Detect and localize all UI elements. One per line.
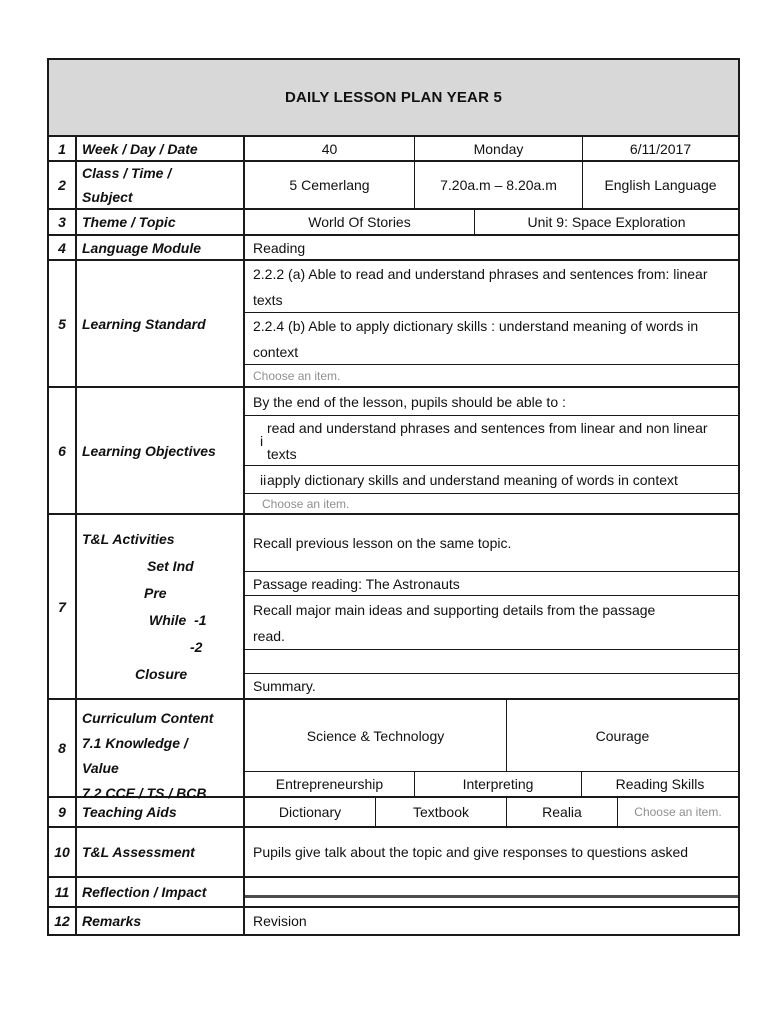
language-module-value: Reading [253,239,306,256]
row-theme-topic [49,210,738,236]
objective-i: read and understand phrases and sentences from linear and non linear texts [267,419,708,462]
reflection-value [245,878,738,906]
row-remarks [49,908,738,934]
time-value: 7.20a.m – 8.20a.m [415,162,583,208]
stage-closure: Closure [135,666,188,682]
row-number: 4 [49,236,77,259]
row-number: 8 [49,700,77,796]
objective-marker-ii: ii [260,471,267,488]
objectives-intro: By the end of the lesson, pupils should be able to : [253,393,566,410]
page-title: DAILY LESSON PLAN YEAR 5 [49,60,738,137]
row-tl-activities [49,515,738,700]
activity-pre: Passage reading: The Astronauts [253,575,460,592]
row-label-tl-assessment: T&L Assessment [77,828,245,876]
stage-while-2: -2 [190,639,203,655]
row-curriculum-content [49,700,738,801]
learning-standard-1: 2.2.2 (a) Able to read and understand phrases and sentences from: linear texts [253,265,708,308]
row-label-curriculum-content: Curriculum Content 7.1 Knowledge / Value 7.2 CCE / TS / BCB [77,700,245,796]
cce-value: Entrepreneurship [245,772,415,796]
activity-closure: Summary. [253,678,316,694]
row-label-theme-topic: Theme / Topic [77,210,245,234]
row-number: 1 [49,137,77,160]
row-number: 3 [49,210,77,234]
row-label-remarks: Remarks [77,908,245,934]
row-number: 12 [49,908,77,934]
teaching-aid-1: Dictionary [245,798,376,826]
stage-set-induction: Set Ind [147,558,194,574]
row-number: 6 [49,388,77,513]
learning-standard-placeholder[interactable]: Choose an item. [253,368,341,383]
row-class-time-subject [49,162,738,210]
row-number: 9 [49,798,77,826]
topic-value: Unit 9: Space Exploration [527,214,686,230]
objective-marker-i: i [260,432,264,449]
blank-writing-line [245,895,738,898]
week-value: 40 [245,137,415,160]
row-label-week-day-date: Week / Day / Date [77,137,245,160]
activity-while-2 [245,650,738,673]
subject-value: English Language [604,177,717,193]
remarks-value: Revision [253,913,307,929]
assessment-value: Pupils give talk about the topic and give responses to questions asked [253,844,689,860]
lesson-plan-table [47,58,740,936]
teaching-aids-placeholder[interactable]: Choose an item. [634,805,722,819]
row-label-teaching-aids: Teaching Aids [77,798,245,826]
row-number: 11 [49,878,77,906]
ts-value: Interpreting [415,772,582,796]
activity-while-1: Recall major main ideas and supporting details from the passage read. [253,601,656,644]
row-label-learning-standard: Learning Standard [77,261,245,386]
class-value: 5 Cemerlang [245,162,415,208]
activity-set-induction: Recall previous lesson on the same topic. [253,535,512,551]
teaching-aid-3: Realia [507,798,618,826]
row-number: 5 [49,261,77,386]
row-learning-objectives [49,388,738,515]
row-label-tl-activities: T&L Activities Set Ind Pre While -1 -2 Closure [77,515,245,698]
stage-pre: Pre [144,585,167,601]
row-label-language-module: Language Module [77,236,245,259]
row-week-day-date [49,137,738,162]
theme-value: World Of Stories [245,210,475,234]
knowledge-value: Science & Technology [245,700,507,771]
row-learning-standard [49,261,738,388]
row-label-class-time-subject: Class / Time / Subject [77,162,245,208]
bcb-value: Reading Skills [615,776,705,792]
teaching-aid-2: Textbook [376,798,507,826]
row-reflection-impact [49,878,738,908]
row-teaching-aids [49,798,738,828]
row-number: 2 [49,162,77,208]
row-number: 7 [49,515,77,698]
day-value: Monday [415,137,583,160]
objectives-placeholder[interactable]: Choose an item. [262,496,350,511]
learning-standard-2: 2.2.4 (b) Able to apply dictionary skills : understand meaning of words in context [253,317,699,360]
stage-while-1: While -1 [149,612,207,628]
date-value: 6/11/2017 [629,140,692,157]
row-tl-assessment [49,828,738,878]
row-number: 10 [49,828,77,876]
row-language-module [49,236,738,261]
row-label-reflection-impact: Reflection / Impact [77,878,245,906]
objective-ii: apply dictionary skills and understand meaning of words in context [267,471,678,488]
row-label-learning-objectives: Learning Objectives [77,388,245,513]
value-value: Courage [595,727,650,744]
